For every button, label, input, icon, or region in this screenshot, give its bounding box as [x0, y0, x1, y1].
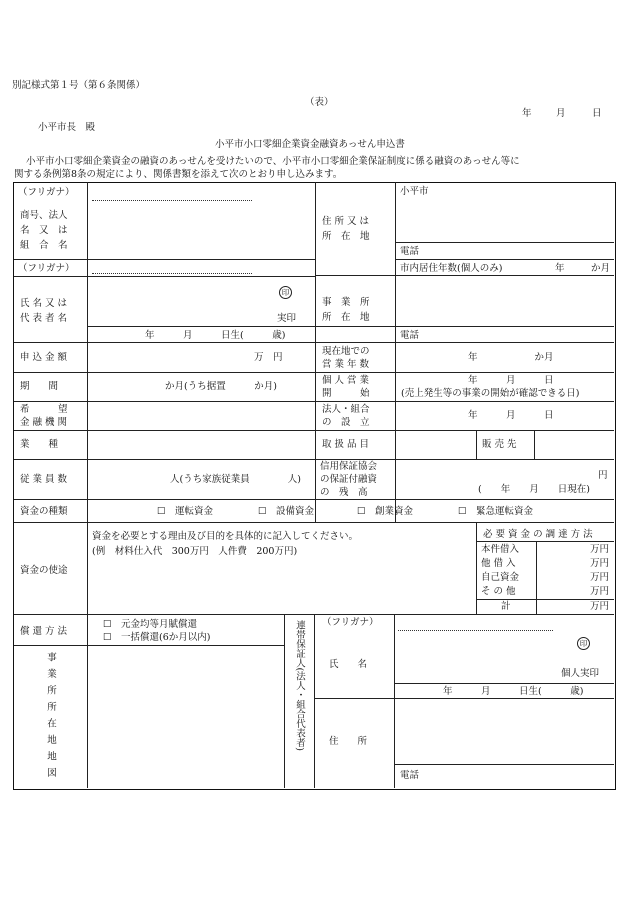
plan-own-funds-unit: 万円 [590, 572, 610, 583]
fund-type-label: 資金の種類 [20, 506, 68, 517]
office-label-2: 所 在 地 [322, 312, 370, 323]
trade-name-label-3: 組 合 名 [20, 240, 68, 251]
operating-years-value[interactable]: 年 か月 [468, 352, 554, 363]
guarantor-seal-mark: 印 [577, 637, 590, 650]
birthdate-label: 年 月 日生( 歳) [145, 330, 286, 341]
furigana-label-2: （フリガナ） [18, 263, 75, 274]
residence-months-unit: か月 [591, 263, 611, 274]
bank-label-1: 希 望 [20, 404, 68, 415]
date-month-label: 月 [556, 108, 566, 119]
document-title: 小平市小口零細企業資金融資あっせん申込書 [215, 139, 405, 150]
date-day-label: 日 [592, 108, 602, 119]
intro-text-line1: 小平市小口零細企業資金の融資のあっせんを受けたいので、小平市小口零細企業保証制度に係る融資のあっせん等に [26, 156, 520, 167]
operating-years-label-1: 現在地での [322, 346, 370, 357]
industry-field[interactable] [90, 433, 312, 457]
address-label-1: 住 所 又 は [322, 216, 370, 227]
office-map-area[interactable] [90, 648, 282, 786]
guarantee-label-1: 信用保証協会 [320, 461, 378, 472]
guarantee-label-3: の 残 高 [320, 487, 368, 498]
bank-field[interactable] [90, 404, 312, 428]
amount-label: 申 込 金 額 [20, 352, 68, 363]
plan-total-unit: 万円 [590, 601, 610, 612]
guarantor-name-label: 氏 名 [329, 659, 368, 670]
personal-jitsuin-label: 個人実印 [561, 668, 600, 679]
business-start-label-2: 開 始 [322, 388, 370, 399]
guarantee-label-2: の保証付融資 [320, 474, 378, 485]
address-field[interactable] [398, 199, 612, 240]
rep-name-field[interactable] [90, 278, 270, 324]
plan-misc-unit: 万円 [590, 586, 610, 597]
funding-plan-title: 必 要 資 金 の 調 達 方 法 [483, 529, 593, 540]
intro-text-line2: 関する条例第8条の規定により、関係書類を添えて次のとおり申し込みます。 [14, 169, 343, 180]
guarantee-unit: 円 [598, 470, 608, 481]
rep-name-label-2: 代 表 者 名 [20, 313, 68, 324]
guarantor-birthdate-label: 年 月 日生( 歳) [443, 686, 584, 697]
address-label-2: 所 在 地 [322, 231, 370, 242]
fund-use-label: 資金の使途 [20, 565, 68, 576]
seal-mark: 印 [279, 286, 292, 299]
joint-guarantor-label: 連帯保証人(法人・組合代表者) [294, 620, 305, 751]
address-city: 小平市 [400, 186, 429, 197]
industry-label: 業 種 [20, 439, 59, 450]
office-label-1: 事 業 所 [322, 297, 370, 308]
amount-field[interactable] [90, 345, 250, 370]
addressee: 小平市長 殿 [38, 122, 96, 133]
fund-type-equipment[interactable]: ☐ 設備資金 [258, 506, 315, 517]
guarantor-furigana-label: （フリガナ） [322, 617, 379, 628]
amount-unit: 万 円 [254, 352, 283, 363]
office-address-field[interactable] [398, 278, 612, 324]
products-field[interactable] [398, 433, 474, 457]
plan-other-loan-label: 他 借 入 [481, 558, 516, 569]
products-label: 取 扱 品 目 [322, 439, 370, 450]
employees-label: 従 業 員 数 [20, 474, 68, 485]
sales-field[interactable] [537, 433, 612, 457]
establishment-value[interactable]: 年 月 日 [468, 410, 554, 421]
plan-misc-label: そ の 他 [481, 586, 516, 597]
phone-label-2: 電話 [400, 330, 420, 341]
jitsuin-label: 実印 [277, 313, 297, 324]
bank-label-2: 金 融 機 関 [20, 417, 68, 428]
business-start-label-1: 個 人 営 業 [322, 375, 370, 386]
period-value[interactable]: か月(うち据置 か月) [165, 381, 277, 392]
plan-own-funds-label: 自己資金 [481, 572, 520, 583]
residence-years-label: 市内居住年数(個人のみ) [400, 263, 503, 274]
business-start-value[interactable]: 年 月 日 [468, 375, 554, 386]
business-start-note: (売上発生等の事業の開始が確認できる日) [401, 388, 580, 399]
fund-type-startup[interactable]: ☐ 創業資金 [357, 506, 414, 517]
trade-name-label-2: 名 又 は [20, 225, 68, 236]
plan-other-loan-unit: 万円 [590, 558, 610, 569]
repay-option-equal[interactable]: ☐ 元金均等月賦償還 [103, 619, 198, 630]
guarantor-address-label: 住 所 [329, 736, 368, 747]
establishment-label-2: の 設 立 [322, 417, 370, 428]
form-side-label: （表） [305, 97, 334, 108]
fund-type-emergency[interactable]: ☐ 緊急運転資金 [458, 506, 534, 517]
fund-use-example: (例 材料仕入代 300万円 人件費 200万円) [92, 546, 298, 557]
guarantor-phone-label: 電話 [400, 770, 420, 781]
guarantee-date[interactable]: ( 年 月 日現在) [478, 484, 590, 495]
office-map-label: 事業所所在地地図 [45, 652, 56, 784]
date-year-label: 年 [522, 108, 532, 119]
plan-loan-label: 本件借入 [481, 544, 520, 555]
guarantor-address-field[interactable] [398, 701, 612, 761]
establishment-label-1: 法人・組合 [322, 404, 370, 415]
period-label: 期 間 [20, 381, 59, 392]
fund-use-field[interactable] [90, 560, 474, 612]
employees-value[interactable]: 人(うち家族従業員 人) [170, 474, 301, 485]
repayment-label: 償 還 方 法 [20, 626, 68, 637]
trade-name-label-1: 商号、法人 [20, 210, 68, 221]
repay-option-lump[interactable]: ☐ 一括償還(6か月以内) [103, 632, 211, 643]
form-reference: 別記様式第１号（第６条関係） [12, 80, 146, 91]
phone-label: 電話 [400, 246, 420, 257]
plan-total-label: 計 [501, 601, 511, 612]
rep-name-label-1: 氏 名 又 は [20, 298, 68, 309]
operating-years-label-2: 営 業 年 数 [322, 359, 370, 370]
sales-label: 販 売 先 [482, 439, 517, 450]
furigana-label: （フリガナ） [18, 187, 75, 198]
trade-name-field[interactable] [90, 203, 312, 257]
fund-type-operating[interactable]: ☐ 運転資金 [157, 506, 214, 517]
residence-years-unit: 年 [555, 263, 565, 274]
plan-loan-unit: 万円 [590, 544, 610, 555]
guarantor-name-field[interactable] [398, 634, 558, 680]
fund-use-instruction: 資金を必要とする理由及び目的を具体的に記入してください。 [92, 531, 359, 542]
